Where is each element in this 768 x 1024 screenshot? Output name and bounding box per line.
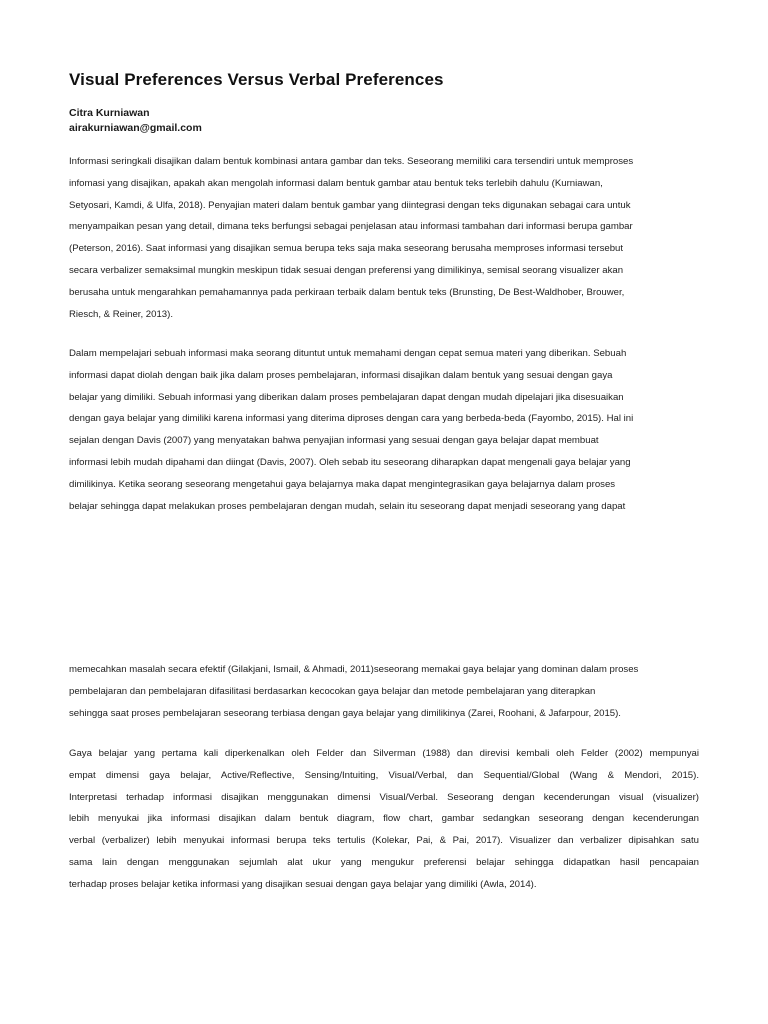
paragraph-line: belajar sehingga dapat melakukan proses pembelajaran dengan mudah, selain itu seseorang dapat menjadi seseorang yang dapat [69, 500, 626, 512]
author-block [69, 106, 202, 136]
paragraph-1 [69, 151, 699, 325]
paragraph-line: Dalam mempelajari sebuah informasi maka seorang dituntut untuk memahami dengan cepat semua materi yang diberikan. Sebuah [69, 348, 627, 359]
paragraph-line: sejalan dengan Davis (2007) yang menyatakan bahwa penyajian informasi yang sesuai dengan gaya belajar dapat membuat [69, 435, 599, 447]
paragraph-line: sama lain dengan menggunakan sejumlah alat ukur yang mengukur preferensi belajar sehingga didapatkan hasil pencapaian [69, 856, 699, 868]
paragraph-line: dengan gaya belajar yang dimiliki karena informasi yang diterima diproses dengan cara yang berbeda-beda (Fayombo, 2015). Hal ini [69, 413, 634, 425]
paragraph-line: memecahkan masalah secara efektif (Gilakjani, Ismail, & Ahmadi, 2011)seseorang memakai gaya belajar yang dominan dalam proses [69, 664, 639, 675]
paragraph-line: pembelajaran dan pembelajaran difasilitasi berdasarkan kecocokan gaya belajar dan metode pembelajaran yang diterapkan [69, 685, 596, 697]
paragraph-line: informasi dapat diolah dengan baik jika dalam proses pembelajaran, informasi disajikan dalam bentuk yang sesuai dengan gaya [69, 369, 613, 381]
paragraph-line: terhadap proses belajar ketika informasi yang disajikan sesuai dengan gaya belajar yang dimiliki (Awla, 2014). [69, 878, 537, 890]
paragraph-line: lebih menyukai jika informasi disajikan dalam bentuk diagram, flow chart, gambar sedangkan seseorang dengan kecenderungan [69, 813, 699, 825]
paragraph-line: belajar yang dimiliki. Sebuah informasi yang diberikan dalam proses pembelajaran dapat dengan mudah dipelajari jika disesuaikan [69, 391, 624, 403]
paragraph-3 [69, 659, 699, 724]
paragraph-4 [69, 743, 699, 896]
paragraph-line: berusaha untuk mengarahkan pemahamannya pada perkiraan terbaik dalam bentuk teks (Brunsting, De Best-Waldhober, Brouwer, [69, 286, 625, 298]
author-name: Citra Kurniawan [69, 107, 150, 119]
paragraph-line: sehingga saat proses pembelajaran seseorang terbiasa dengan gaya belajar yang dimilikinya (Zarei, Roohani, & Jafarpour, 2015). [69, 707, 621, 719]
paragraph-line: menyampaikan pesan yang detail, dimana teks berfungsi sebagai penjelasan atau informasi tambahan dari informasi berupa gambar [69, 221, 633, 233]
page-title: Visual Preferences Versus Verbal Preferences [69, 70, 444, 89]
paragraph-line: secara verbalizer semaksimal mungkin meskipun tidak sesuai dengan preferensi yang dimilikinya, semisal seorang visualizer akan [69, 264, 624, 276]
paragraph-line: Interpretasi terhadap informasi disajikan menggunakan dimensi Visual/Verbal. Seseorang dengan kecenderungan visual (visualizer) [69, 791, 699, 803]
paragraph-2 [69, 343, 699, 517]
paragraph-line: (Peterson, 2016). Saat informasi yang disajikan semua berupa teks saja maka seseorang berusaha memproses informasi tersebut [69, 243, 624, 255]
paragraph-line: verbal (verbalizer) lebih menyukai informasi berupa teks tertulis (Kolekar, Pai, & Pai, 2017). Visualizer dan verbalizer dipisahkan satu [69, 835, 699, 847]
paragraph-line: infomasi yang disajikan, apakah akan mengolah informasi dalam bentuk gambar atau bentuk teks terlebih dahulu (Kurniawan, [69, 177, 603, 189]
paragraph-line: Informasi seringkali disajikan dalam bentuk kombinasi antara gambar dan teks. Seseorang memiliki cara tersendiri untuk memproses [69, 156, 634, 167]
paragraph-line: empat dimensi gaya belajar, Active/Reflective, Sensing/Intuiting, Visual/Verbal, dan Sequential/Global (Wang & Mendori, 2015). [69, 769, 699, 781]
paragraph-line: dimilikinya. Ketika seorang seseorang mengetahui gaya belajarnya maka dapat mengintegrasikan gaya belajarnya dalam proses [69, 478, 616, 490]
paragraph-line: Gaya belajar yang pertama kali diperkenalkan oleh Felder dan Silverman (1988) dan direvisi kembali oleh Felder (2002) mempunyai [69, 748, 699, 759]
paragraph-line: informasi lebih mudah dipahami dan diingat (Davis, 2007). Oleh sebab itu seseorang diharapkan dapat mengenali gaya belajar yang [69, 456, 631, 468]
paragraph-line: Setyosari, Kamdi, & Ulfa, 2018). Penyajian materi dalam bentuk gambar yang diintegrasi dengan teks digunakan sebagai cara untuk [69, 199, 631, 211]
paragraph-line: Riesch, & Reiner, 2013). [69, 308, 173, 320]
author-email: airakurniawan@gmail.com [69, 122, 202, 134]
